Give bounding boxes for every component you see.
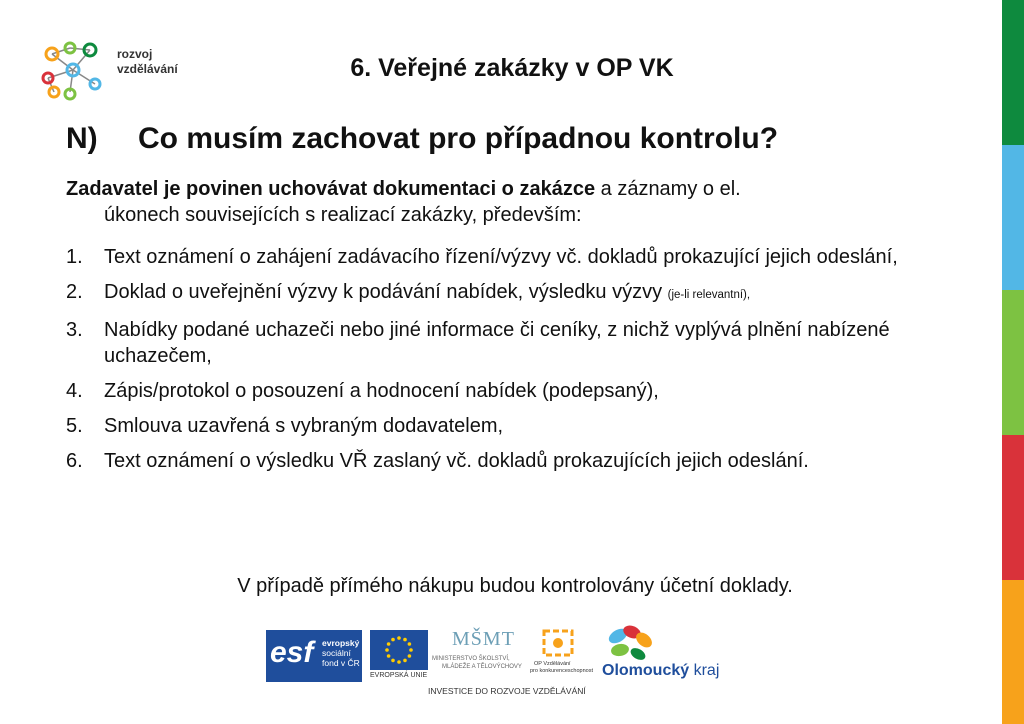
olomoucky-kraj-logo [592,622,762,686]
section-heading [66,122,778,156]
opvk-line-1: OP Vzdělávání [534,661,571,667]
list-text: Nabídky podané uchazeči nebo jiné informace či ceníky, z nichž vyplývá plnění nabízené uchazečem, [104,319,890,367]
stripe-red [1002,435,1024,580]
flower-icon [600,622,660,666]
list-item [66,448,946,474]
slide-title: 6. Veřejné zakázky v OP VK [350,54,674,82]
esf-logo [266,630,362,682]
stripe-blue [1002,145,1024,290]
opvk-logo [530,628,593,684]
intro-rest-2: úkonech souvisejících s realizací zakázky, především: [104,204,582,226]
section-label: N) [66,122,98,155]
list-text: Smlouva uzavřená s vybraným dodavatelem, [104,415,504,437]
intro-rest-1: a záznamy o el. [595,178,741,200]
esf-text [322,638,360,668]
esf-mark: esf [270,636,314,669]
list-text: Text oznámení o zahájení zadávacího řízení/výzvy vč. dokladů prokazující jejich odeslání, [104,246,898,268]
olomoucky-text [602,662,719,680]
msmt-logo [432,628,528,684]
list-note: (je-li relevantní), [667,289,751,301]
list-number: 4. [66,380,83,402]
opvk-line-2: pro konkurenceschopnost [530,668,593,674]
msmt-line-2: MLÁDEŽE A TĚLOVÝCHOVY [442,664,522,670]
section-text: Co musím zachovat pro případnou kontrolu? [138,122,779,155]
eu-logo [370,630,428,682]
investice-tagline: INVESTICE DO ROZVOJE VZDĚLÁVÁNÍ [428,686,586,696]
list-item [66,244,946,270]
list-item [66,378,946,404]
intro-paragraph [66,176,936,228]
olomoucky-bold: Olomoucký [602,662,690,679]
logo-line-1: rozvoj [117,47,153,61]
side-color-stripes [1002,0,1024,724]
list-item [66,413,946,439]
msmt-line-1: MINISTERSTVO ŠKOLSTVÍ, [432,656,510,662]
footer-note: V případě přímého nákupu budou kontrolovány účetní doklady. [237,575,793,597]
olomoucky-rest: kraj [689,662,720,679]
stripe-orange [1002,580,1024,724]
logo-line-2: vzdělávání [117,62,178,76]
list-item [66,317,946,369]
sponsor-logos [266,622,766,702]
stripe-light-green [1002,290,1024,435]
eu-flag-icon [370,630,428,670]
list-text: Zápis/protokol o posouzení a hodnocení nabídek (podepsaný), [104,380,659,402]
eu-label: EVROPSKÁ UNIE [370,672,428,679]
list-number: 6. [66,450,83,472]
list-number: 1. [66,246,83,268]
list-number: 3. [66,319,83,341]
list-text: Doklad o uveřejnění výzvy k podávání nabídek, výsledku výzvy [104,281,668,303]
list-text: Text oznámení o výsledku VŘ zaslaný vč. dokladů prokazujících jejich odeslání. [104,450,809,472]
list-item [66,279,946,308]
opvk-icon [541,628,575,658]
msmt-mark: MŠMT [452,628,515,650]
list-number: 5. [66,415,83,437]
list-number: 2. [66,281,83,303]
esf-line-1: evropský [322,638,360,648]
esf-line-3: fond v ČR [322,658,360,668]
document-list [66,244,946,483]
intro-bold: Zadavatel je povinen uchovávat dokumentaci o zakázce [66,178,596,200]
esf-line-2: sociální [322,648,351,658]
